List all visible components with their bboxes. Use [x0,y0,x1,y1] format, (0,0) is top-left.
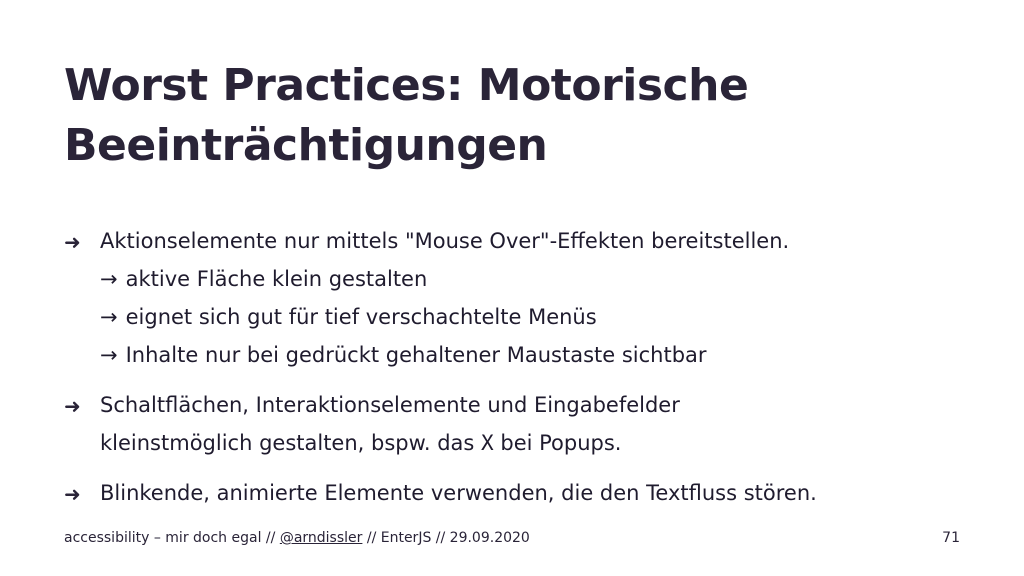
arrow-bullet-icon: ➜ [64,230,81,254]
footer-suffix: // EnterJS // 29.09.2020 [362,530,530,546]
slide-footer [64,530,530,546]
arrow-bullet-icon: ➜ [64,482,81,506]
slide-title [64,56,964,176]
page-number: 71 [942,530,960,546]
bullet-text: Blinkende, animierte Elemente verwenden, die den Textfluss stören. [100,481,817,505]
sub-item [100,260,964,298]
arrow-bullet-icon: ➜ [64,394,81,418]
title-line-2: Beeinträchtigungen [64,120,548,171]
sub-item-text: Inhalte nur bei gedrückt gehaltener Maustaste sichtbar [125,343,707,367]
bullet-text-part: bei Popups. [493,431,622,455]
footer-prefix: accessibility – mir doch egal // [64,530,280,546]
twitter-handle-link[interactable]: @arndissler [279,530,363,546]
bullet-list [64,222,964,524]
sub-item-text: aktive Fläche klein gestalten [125,267,428,291]
sub-item [100,336,964,374]
sub-item [100,298,964,336]
bullet-text: Schaltflächen, Interaktionselemente und Eingabefelder [100,393,680,417]
arrow-right-icon: → [100,305,118,329]
bullet-text-part: kleinstmöglich gestalten, bspw. das [100,431,482,455]
title-line-1: Worst Practices: Motorische [64,60,749,111]
code-text: X [481,431,494,455]
bullet-item-mouse-over [64,222,964,374]
bullet-text-continued [100,424,964,462]
bullet-item-blinking [64,474,964,512]
arrow-right-icon: → [100,267,118,291]
sub-item-text: eignet sich gut für tief verschachtelte Menüs [125,305,597,329]
bullet-text: Aktionselemente nur mittels "Mouse Over"-Effekten bereitstellen. [100,229,790,253]
arrow-right-icon: → [100,343,118,367]
bullet-item-small-controls [64,386,964,462]
